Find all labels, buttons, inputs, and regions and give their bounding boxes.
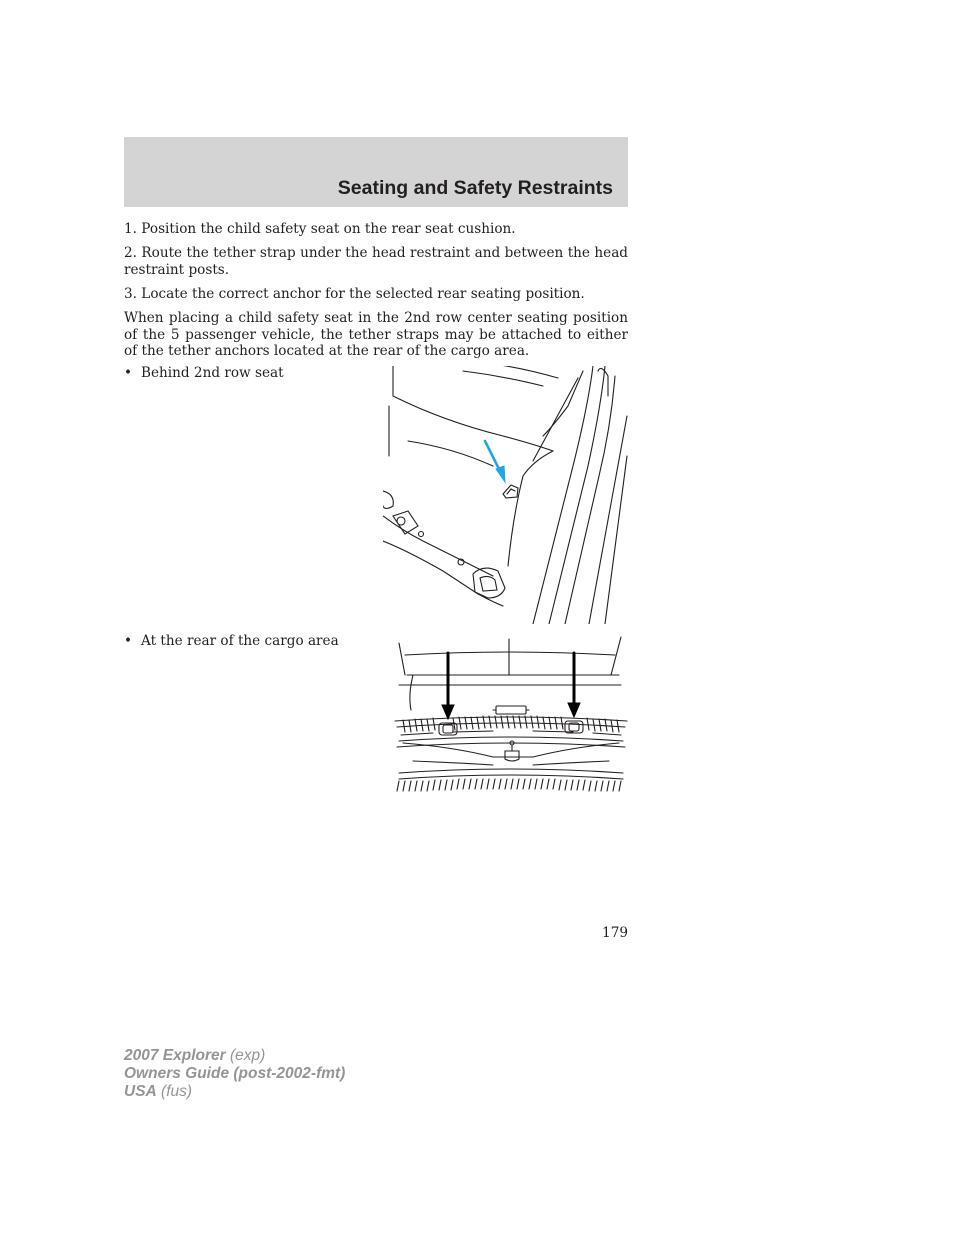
step-1: 1. Position the child safety seat on the rear seat cushion. [124, 221, 516, 237]
footer-guide: Owners Guide (post-2002-fmt) [124, 1065, 346, 1082]
footer-market-code: (fus) [156, 1083, 193, 1100]
bullet-text: At the rear of the cargo area [141, 633, 339, 649]
footer-line-model [124, 1047, 345, 1065]
cargo-area-anchors-illustration [393, 635, 629, 795]
footer-line-guide [124, 1065, 345, 1083]
bullet-marker: • [124, 633, 133, 649]
page-number: 179 [602, 925, 628, 941]
document-footer [124, 1047, 345, 1101]
footer-market: USA [124, 1083, 157, 1100]
footer-model: 2007 Explorer [124, 1047, 226, 1064]
footer-model-code: (exp) [225, 1047, 266, 1064]
section-header-band [124, 137, 628, 207]
step-3: 3. Locate the correct anchor for the selected rear seating position. [124, 286, 585, 302]
step-2: 2. Route the tether strap under the head restraint and between the head restraint posts. [124, 245, 628, 278]
footer-line-market [124, 1083, 345, 1101]
section-title: Seating and Safety Restraints [337, 177, 613, 199]
bullet-text: Behind 2nd row seat [141, 365, 284, 381]
anchor-note: When placing a child safety seat in the 2nd row center seating position of the 5 passenger vehicle, the tether straps may be attached to either of the tether anchors located at the rear of the cargo area. [124, 310, 628, 359]
bullet-marker: • [124, 365, 133, 381]
behind-seat-anchor-illustration [383, 366, 629, 624]
bullet-behind-seat [124, 365, 284, 382]
bullet-cargo-area [124, 633, 339, 650]
